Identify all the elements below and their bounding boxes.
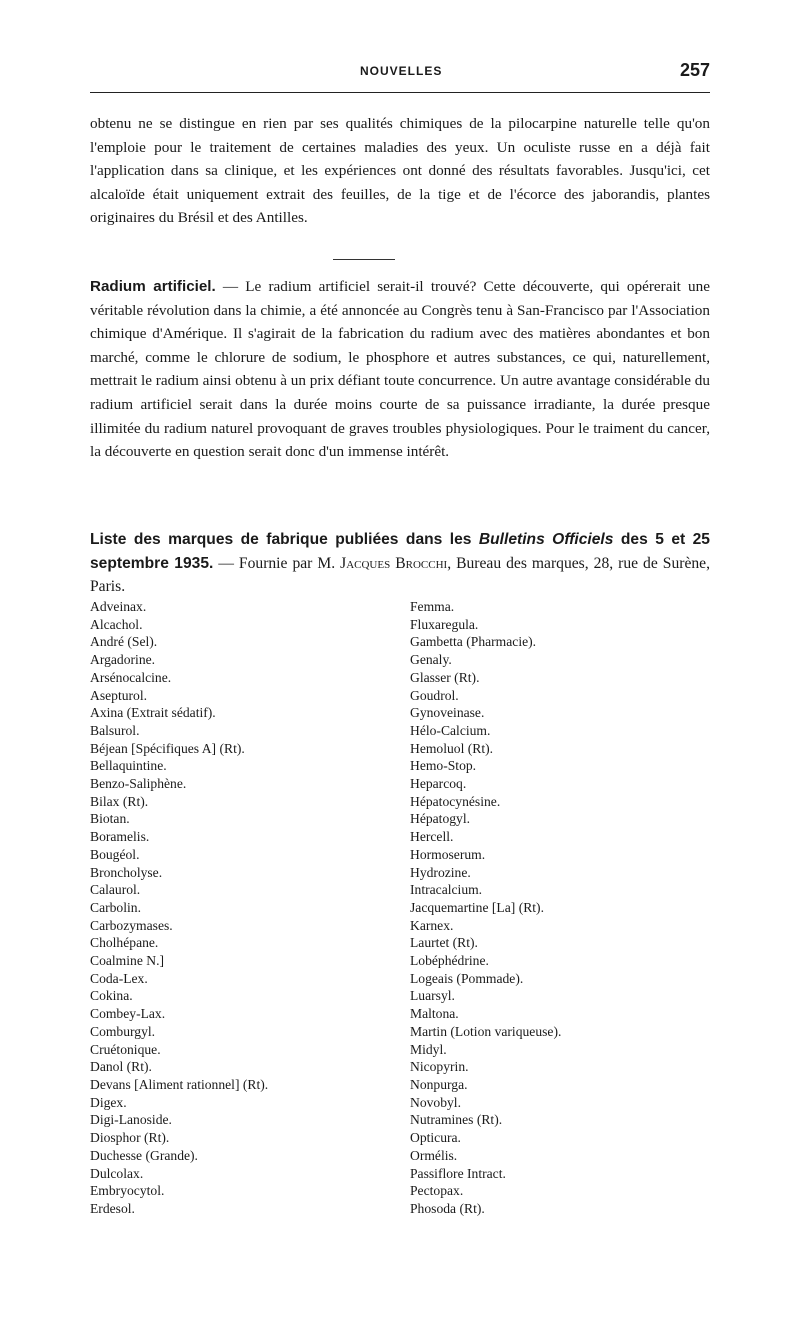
- trademark-right-item: Maltona.: [410, 1006, 459, 1022]
- trademark-left-item: Benzo-Saliphène.: [90, 776, 187, 792]
- trademark-right-item: Intracalcium.: [410, 882, 483, 898]
- trademark-left-item: Coda-Lex.: [90, 970, 148, 986]
- trademark-right-item: Hercell.: [410, 829, 454, 845]
- trademark-right-item: Hormoserum.: [410, 846, 486, 862]
- trademark-right-item: Pectopax.: [410, 1183, 464, 1199]
- trademark-right-item: Laurtet (Rt).: [410, 935, 478, 951]
- trademark-left-item: Comburgyl.: [90, 1023, 156, 1039]
- trademark-left-item: Adveinax.: [90, 599, 147, 614]
- trademark-left-item: Broncholyse.: [90, 864, 163, 880]
- trademark-left-item: Coalmine N.]: [90, 953, 164, 969]
- trademark-right-item: Nutramines (Rt).: [410, 1112, 503, 1128]
- page-header: [90, 60, 710, 90]
- trademark-left-item: Boramelis.: [90, 829, 150, 845]
- trademark-right-item: Hemo-Stop.: [410, 758, 477, 774]
- header-rule: [90, 92, 710, 93]
- trademark-left-item: Biotan.: [90, 811, 130, 827]
- trademark-left-item: Asepturol.: [90, 687, 148, 703]
- trademark-left-item: Erdesol.: [90, 1200, 135, 1216]
- trademark-left-item: Digex.: [90, 1094, 127, 1110]
- trademark-left-item: Digi-Lanoside.: [90, 1112, 172, 1128]
- trademark-left-item: Bilax (Rt).: [90, 793, 149, 809]
- trademark-right-item: Hépatocynésine.: [410, 793, 501, 809]
- trademark-left-item: Danol (Rt).: [90, 1059, 152, 1075]
- trademark-right-item: Hemoluol (Rt).: [410, 740, 494, 756]
- trademark-right-item: Genaly.: [410, 652, 452, 668]
- list-heading-part3: — Fournie par M.: [213, 554, 341, 572]
- trademark-right-item: Gambetta (Pharmacie).: [410, 634, 537, 650]
- trademark-right-item: Nicopyrin.: [410, 1059, 469, 1075]
- running-title: NOUVELLES: [360, 64, 443, 78]
- trademark-left-item: Arsénocalcine.: [90, 669, 172, 685]
- trademark-left-item: Cholhépane.: [90, 935, 159, 951]
- list-heading-part4: , Bureau des marques, 28, rue de Surène, Paris.: [90, 554, 710, 595]
- trademark-left-item: Balsurol.: [90, 722, 140, 738]
- trademark-right-item: Jacquemartine [La] (Rt).: [410, 899, 544, 915]
- trademark-left-item: Dulcolax.: [90, 1165, 144, 1181]
- trademark-right-item: Fluxaregula.: [410, 616, 479, 632]
- pilocarpine-paragraph: obtenu ne se distingue en rien par ses qualités chimiques de la pilocarpine naturelle telle qu'on l'emploie pour le traitement de certaines maladies des yeux. Un oculiste russe en a déjà fait l'application dans sa clinique, et les expériences ont donné des résultats favorables. Jusqu'ici, cet alcaloïde était uniquement extrait des feuilles, de la tige et de l'écorce des jaborandis, plantes originaires du Brésil et des Antilles.: [90, 115, 710, 227]
- trademark-left-item: Calaurol.: [90, 882, 141, 898]
- list-heading-author: Jacques Brocchi: [340, 554, 448, 572]
- trademark-left-item: Cruétonique.: [90, 1041, 161, 1057]
- radium-paragraph: [90, 275, 710, 464]
- trademark-right-item: Hélo-Calcium.: [410, 722, 491, 738]
- trademark-right-item: Karnex.: [410, 917, 454, 933]
- radium-title: Radium artificiel.: [90, 278, 216, 295]
- trademark-left-item: Devans [Aliment rationnel] (Rt).: [90, 1076, 269, 1092]
- trademark-right-item: Phosoda (Rt).: [410, 1200, 485, 1216]
- trademark-left-item: Bougéol.: [90, 846, 140, 862]
- trademark-right-item: Ormélis.: [410, 1147, 458, 1163]
- trademark-right-item: Lobéphédrine.: [410, 953, 489, 969]
- trademark-right-item: Gynoveinase.: [410, 705, 485, 721]
- trademark-right-item: Opticura.: [410, 1130, 461, 1146]
- trademark-left-item: Carbolin.: [90, 899, 141, 915]
- trademark-right-item: Femma.: [410, 599, 455, 614]
- section-separator: [333, 259, 395, 260]
- trademark-right-item: Novobyl.: [410, 1094, 461, 1110]
- page-number: 257: [679, 60, 710, 80]
- trademark-right-item: Luarsyl.: [410, 988, 455, 1004]
- trademark-left-item: Combey-Lax.: [90, 1006, 166, 1022]
- trademark-right-item: Logeais (Pommade).: [410, 970, 524, 986]
- trademark-left-item: Béjean [Spécifiques A] (Rt).: [90, 740, 245, 756]
- trademark-right-item: Hépatogyl.: [410, 811, 471, 827]
- trademark-left-item: Diosphor (Rt).: [90, 1130, 170, 1146]
- trademark-right-item: Heparcoq.: [410, 776, 467, 792]
- trademark-right-item: Midyl.: [410, 1041, 447, 1057]
- list-heading-italic: Bulletins Officiels: [478, 531, 614, 548]
- trademark-list-heading: [90, 528, 710, 599]
- trademark-list-left: [90, 598, 390, 1218]
- trademark-left-item: Cokina.: [90, 988, 133, 1004]
- trademark-left-item: Duchesse (Grande).: [90, 1147, 198, 1163]
- trademark-left-item: Alcachol.: [90, 616, 143, 632]
- trademark-right-item: Glasser (Rt).: [410, 669, 480, 685]
- trademark-left-item: Axina (Extrait sédatif).: [90, 705, 216, 721]
- trademark-left-item: Bellaquintine.: [90, 758, 167, 774]
- trademark-right-item: Passiflore Intract.: [410, 1165, 506, 1181]
- radium-body: — Le radium artificiel serait-il trouvé? Cette découverte, qui opérerait une véritable révolution dans la chimie, a été annoncée au Congrès tenu à San-Francisco par l'Association chimique d'Amérique. Il s'agirait de la fabrication du radium avec des matières abondantes et bon marché, comme le chlorure de sodium, le phosphore et autres substances, ce qui, naturellement, mettrait le radium ainsi obtenu à un prix défiant toute concurrence. Un autre avantage considérable du radium artificiel serait dans la durée moins courte de sa puissance irradiante, la durée presque illimitée du radium naturel provoquant de graves troubles physiologiques. Pour le traiment du cancer, la découverte en question serait donc d'un immense intérêt.: [90, 278, 710, 461]
- trademark-right-item: Hydrozine.: [410, 864, 471, 880]
- trademark-left-item: Argadorine.: [90, 652, 156, 668]
- trademark-list-right: [410, 598, 710, 1218]
- list-heading-part2: des 5 et 25 septembre 1935.: [90, 531, 710, 572]
- trademark-right-item: Goudrol.: [410, 687, 459, 703]
- trademark-right-item: Martin (Lotion variqueuse).: [410, 1023, 562, 1039]
- trademark-left-item: André (Sel).: [90, 634, 158, 650]
- list-heading-part1: Liste des marques de fabrique publiées dans les: [90, 531, 479, 548]
- trademark-left-item: Embryocytol.: [90, 1183, 165, 1199]
- trademark-left-item: Carbozymases.: [90, 917, 173, 933]
- trademark-right-item: Nonpurga.: [410, 1076, 468, 1092]
